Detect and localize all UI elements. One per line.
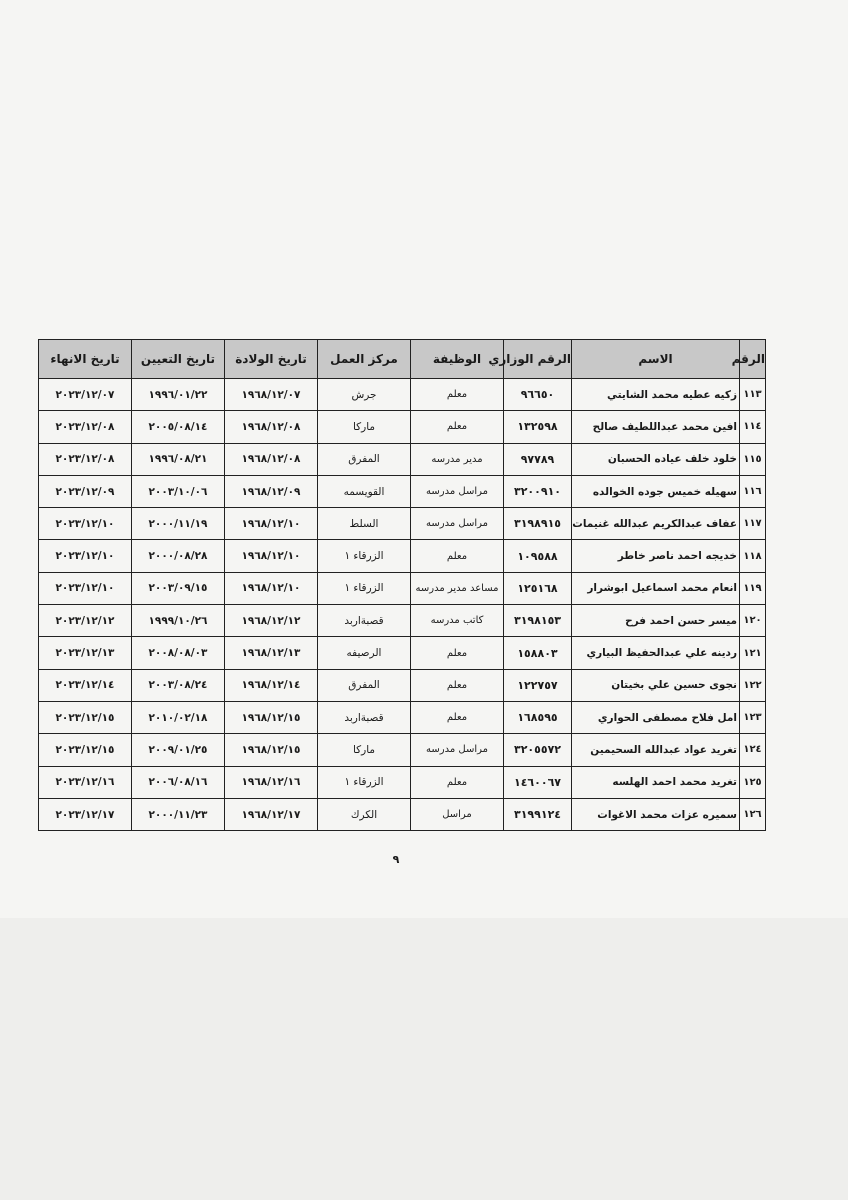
cell-hire-date: ٢٠٠٠/١١/٢٣: [132, 798, 225, 830]
cell-work-center: الزرقاء ١: [318, 572, 411, 604]
cell-num: ١١٧: [740, 508, 766, 540]
cell-name: نجوى حسين علي بخيتان: [572, 669, 740, 701]
cell-birth-date: ١٩٦٨/١٢/٠٧: [225, 379, 318, 411]
cell-work-center: القويسمه: [318, 475, 411, 507]
cell-work-center: جرش: [318, 379, 411, 411]
cell-ministry-no: ١٢٥١٦٨: [504, 572, 572, 604]
cell-name: خلود خلف عياده الحسبان: [572, 443, 740, 475]
cell-name: ردينه علي عبدالحفيظ البياري: [572, 637, 740, 669]
cell-ministry-no: ١٤٦٠٠٦٧: [504, 766, 572, 798]
cell-birth-date: ١٩٦٨/١٢/١٥: [225, 701, 318, 733]
cell-job: معلم: [411, 701, 504, 733]
cell-hire-date: ١٩٩٦/٠١/٢٢: [132, 379, 225, 411]
cell-num: ١١٣: [740, 379, 766, 411]
cell-end-date: ٢٠٢٣/١٢/١٦: [39, 766, 132, 798]
cell-birth-date: ١٩٦٨/١٢/١٢: [225, 605, 318, 637]
cell-ministry-no: ٣٢٠٥٥٧٢: [504, 734, 572, 766]
cell-name: تغريد عواد عبدالله السحيمين: [572, 734, 740, 766]
cell-name: ميسر حسن احمد فرح: [572, 605, 740, 637]
cell-ministry-no: ١٠٩٥٨٨: [504, 540, 572, 572]
cell-job: معلم: [411, 411, 504, 443]
cell-end-date: ٢٠٢٣/١٢/٠٨: [39, 443, 132, 475]
cell-num: ١٢٥: [740, 766, 766, 798]
cell-work-center: السلط: [318, 508, 411, 540]
page-number: ٩: [392, 853, 400, 866]
cell-birth-date: ١٩٦٨/١٢/١٠: [225, 508, 318, 540]
header-birth-date: تاريخ الولادة: [225, 340, 318, 379]
cell-end-date: ٢٠٢٣/١٢/١٥: [39, 734, 132, 766]
cell-birth-date: ١٩٦٨/١٢/١٦: [225, 766, 318, 798]
cell-num: ١١٩: [740, 572, 766, 604]
cell-hire-date: ٢٠٠٠/٠٨/٢٨: [132, 540, 225, 572]
table-body: [39, 379, 766, 831]
header-ministry-no: الرقم الوزاري: [504, 340, 572, 379]
cell-ministry-no: ٣٢٠٠٩١٠: [504, 475, 572, 507]
cell-end-date: ٢٠٢٣/١٢/٠٧: [39, 379, 132, 411]
cell-name: عفاف عبدالكريم عبدالله غنيمات: [572, 508, 740, 540]
cell-ministry-no: ٣١٩٨٩١٥: [504, 508, 572, 540]
cell-num: ١٢١: [740, 637, 766, 669]
cell-hire-date: ٢٠٠٣/٠٩/١٥: [132, 572, 225, 604]
cell-work-center: الزرقاء ١: [318, 540, 411, 572]
cell-job: كاتب مدرسه: [411, 605, 504, 637]
cell-name: افين محمد عبداللطيف صالح: [572, 411, 740, 443]
table-row: [39, 540, 766, 572]
cell-end-date: ٢٠٢٣/١٢/١٣: [39, 637, 132, 669]
cell-end-date: ٢٠٢٣/١٢/٠٨: [39, 411, 132, 443]
cell-birth-date: ١٩٦٨/١٢/١٣: [225, 637, 318, 669]
cell-end-date: ٢٠٢٣/١٢/١٧: [39, 798, 132, 830]
cell-ministry-no: ٩٧٧٨٩: [504, 443, 572, 475]
cell-work-center: قصبةاربد: [318, 605, 411, 637]
cell-work-center: الكرك: [318, 798, 411, 830]
cell-work-center: الرصيفه: [318, 637, 411, 669]
cell-work-center: المفرق: [318, 669, 411, 701]
cell-work-center: ماركا: [318, 411, 411, 443]
cell-ministry-no: ١٥٨٨٠٣: [504, 637, 572, 669]
cell-job: مراسل مدرسه: [411, 475, 504, 507]
cell-birth-date: ١٩٦٨/١٢/٠٨: [225, 411, 318, 443]
cell-job: معلم: [411, 766, 504, 798]
cell-hire-date: ٢٠٠٦/٠٨/١٦: [132, 766, 225, 798]
cell-birth-date: ١٩٦٨/١٢/٠٨: [225, 443, 318, 475]
cell-birth-date: ١٩٦٨/١٢/١٠: [225, 572, 318, 604]
cell-hire-date: ٢٠٠٣/٠٨/٢٤: [132, 669, 225, 701]
cell-end-date: ٢٠٢٣/١٢/١٤: [39, 669, 132, 701]
cell-birth-date: ١٩٦٨/١٢/٠٩: [225, 475, 318, 507]
retirement-table-wrapper: [38, 339, 765, 831]
cell-ministry-no: ١٣٢٥٩٨: [504, 411, 572, 443]
cell-ministry-no: ٣١٩٨١٥٣: [504, 605, 572, 637]
cell-end-date: ٢٠٢٣/١٢/١٠: [39, 508, 132, 540]
cell-ministry-no: ٩٦٦٥٠: [504, 379, 572, 411]
cell-job: مراسل مدرسه: [411, 734, 504, 766]
cell-end-date: ٢٠٢٣/١٢/١٠: [39, 540, 132, 572]
cell-hire-date: ٢٠٠٠/١١/١٩: [132, 508, 225, 540]
table-row: [39, 379, 766, 411]
retirement-table: [38, 339, 766, 831]
cell-name: امل فلاح مصطفى الحواري: [572, 701, 740, 733]
cell-work-center: المفرق: [318, 443, 411, 475]
cell-birth-date: ١٩٦٨/١٢/١٠: [225, 540, 318, 572]
cell-job: مراسل مدرسه: [411, 508, 504, 540]
table-row: [39, 734, 766, 766]
cell-job: مدير مدرسه: [411, 443, 504, 475]
header-work-center: مركز العمل: [318, 340, 411, 379]
cell-end-date: ٢٠٢٣/١٢/١٢: [39, 605, 132, 637]
cell-job: مراسل: [411, 798, 504, 830]
cell-job: معلم: [411, 540, 504, 572]
cell-hire-date: ٢٠٠٣/١٠/٠٦: [132, 475, 225, 507]
table-row: [39, 669, 766, 701]
cell-job: معلم: [411, 637, 504, 669]
page-lower-area: [0, 918, 848, 1200]
cell-birth-date: ١٩٦٨/١٢/١٥: [225, 734, 318, 766]
header-job: الوظيفة: [411, 340, 504, 379]
cell-num: ١١٤: [740, 411, 766, 443]
cell-name: انعام محمد اسماعيل ابوشرار: [572, 572, 740, 604]
cell-num: ١١٨: [740, 540, 766, 572]
cell-hire-date: ٢٠٠٥/٠٨/١٤: [132, 411, 225, 443]
cell-hire-date: ١٩٩٦/٠٨/٢١: [132, 443, 225, 475]
table-header-row: [39, 340, 766, 379]
cell-end-date: ٢٠٢٣/١٢/١٠: [39, 572, 132, 604]
table-row: [39, 701, 766, 733]
cell-num: ١٢٣: [740, 701, 766, 733]
cell-name: خديجه احمد ناصر خاطر: [572, 540, 740, 572]
table-row: [39, 605, 766, 637]
cell-name: سميره عزات محمد الاغوات: [572, 798, 740, 830]
cell-hire-date: ١٩٩٩/١٠/٢٦: [132, 605, 225, 637]
cell-work-center: الزرقاء ١: [318, 766, 411, 798]
cell-num: ١٢٠: [740, 605, 766, 637]
cell-end-date: ٢٠٢٣/١٢/٠٩: [39, 475, 132, 507]
header-hire-date: تاريخ التعيين: [132, 340, 225, 379]
cell-job: معلم: [411, 379, 504, 411]
header-num: الرقم: [740, 340, 766, 379]
table-row: [39, 572, 766, 604]
cell-work-center: قصبةاربد: [318, 701, 411, 733]
cell-job: مساعد مدير مدرسه: [411, 572, 504, 604]
cell-ministry-no: ١٦٨٥٩٥: [504, 701, 572, 733]
cell-birth-date: ١٩٦٨/١٢/١٤: [225, 669, 318, 701]
cell-ministry-no: ٣١٩٩١٢٤: [504, 798, 572, 830]
table-row: [39, 798, 766, 830]
cell-hire-date: ٢٠٠٨/٠٨/٠٣: [132, 637, 225, 669]
cell-num: ١٢٦: [740, 798, 766, 830]
cell-work-center: ماركا: [318, 734, 411, 766]
table-row: [39, 475, 766, 507]
cell-num: ١٢٢: [740, 669, 766, 701]
cell-num: ١١٦: [740, 475, 766, 507]
table-row: [39, 766, 766, 798]
cell-birth-date: ١٩٦٨/١٢/١٧: [225, 798, 318, 830]
cell-hire-date: ٢٠٠٩/٠١/٢٥: [132, 734, 225, 766]
table-row: [39, 637, 766, 669]
cell-name: تغريد محمد احمد الهلسه: [572, 766, 740, 798]
cell-end-date: ٢٠٢٣/١٢/١٥: [39, 701, 132, 733]
cell-hire-date: ٢٠١٠/٠٢/١٨: [132, 701, 225, 733]
header-name: الاسم: [572, 340, 740, 379]
cell-name: زكيه عطيه محمد الشايتي: [572, 379, 740, 411]
table-row: [39, 443, 766, 475]
table-row: [39, 508, 766, 540]
cell-ministry-no: ١٢٢٧٥٧: [504, 669, 572, 701]
table-row: [39, 411, 766, 443]
cell-job: معلم: [411, 669, 504, 701]
cell-num: ١١٥: [740, 443, 766, 475]
header-end-date: تاريخ الانهاء: [39, 340, 132, 379]
cell-num: ١٢٤: [740, 734, 766, 766]
cell-name: سهيله خميس جوده الخوالده: [572, 475, 740, 507]
